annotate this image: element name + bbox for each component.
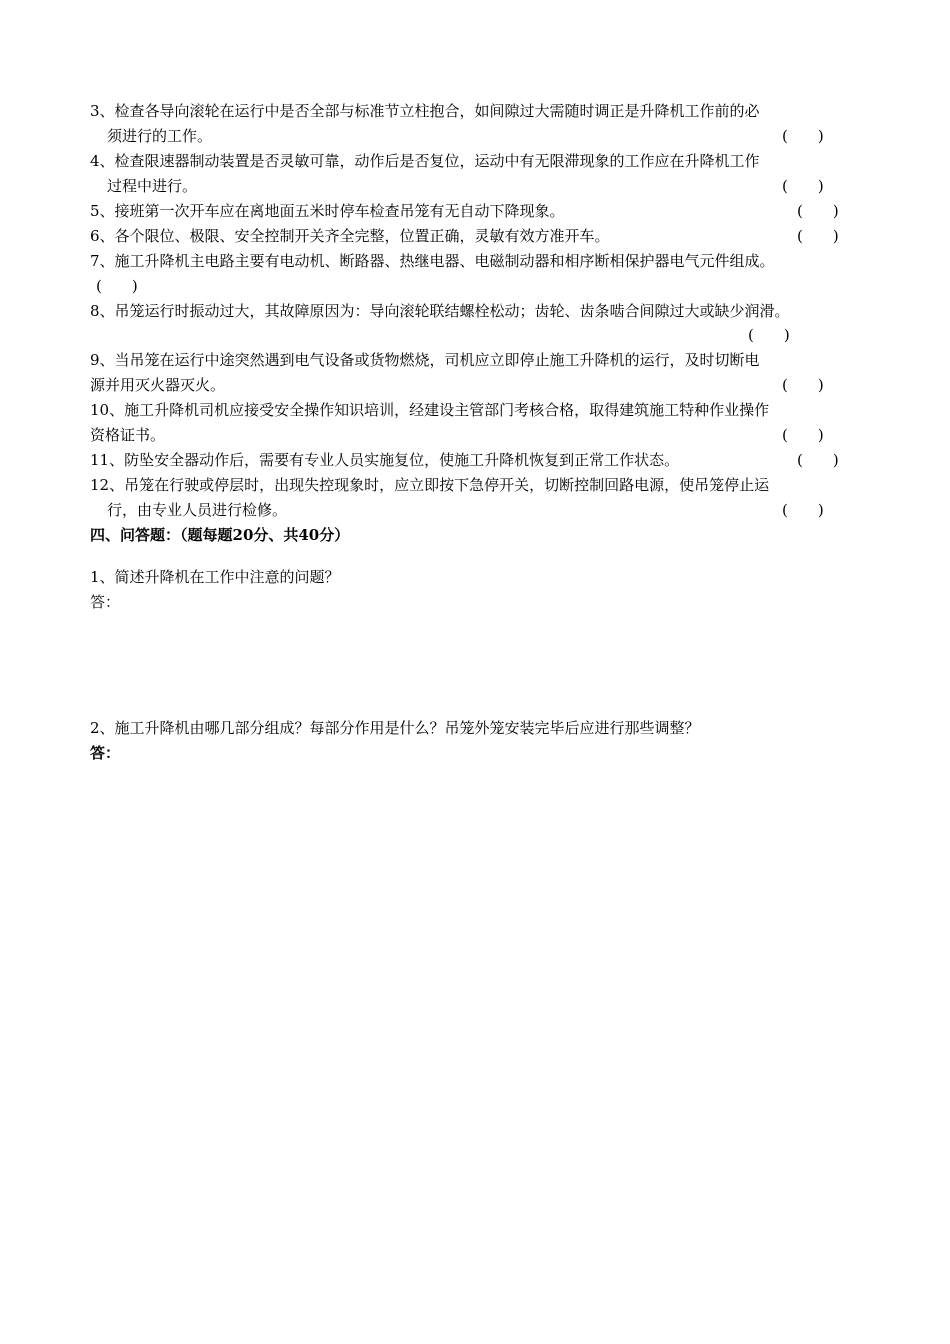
item-3-line-1: 3、检查各导向滚轮在运行中是否全部与标准节立柱抱合，如间隙过大需随时调正是升降机工作前的必 (90, 102, 760, 120)
question-1: 1、简述升降机在工作中注意的问题？ (90, 568, 340, 586)
item-4-line-2: 过程中进行。 (107, 177, 198, 195)
item-6-answer-bracket[interactable]: ( ) (797, 227, 839, 245)
item-5-answer-bracket[interactable]: ( ) (797, 202, 839, 220)
item-3-answer-bracket[interactable]: ( ) (782, 127, 824, 145)
item-10-line-2: 资格证书。 (90, 426, 166, 444)
item-10-answer-bracket[interactable]: ( ) (782, 426, 824, 444)
item-3-line-2: 须进行的工作。 (107, 127, 213, 145)
question-1-answer-label: 答： (90, 593, 121, 611)
item-11-line-1: 11、防坠安全器动作后，需要有专业人员实施复位，使施工升降机恢复到正常工作状态。 (90, 451, 680, 469)
item-11-answer-bracket[interactable]: ( ) (797, 451, 839, 469)
item-12-line-2: 行，由专业人员进行检修。 (107, 501, 288, 519)
item-7-line-1: 7、施工升降机主电路主要有电动机、断路器、热继电器、电磁制动器和相序断相保护器电气元件组成。 (90, 252, 775, 270)
item-9-line-1: 9、当吊笼在运行中途突然遇到电气设备或货物燃烧，司机应立即停止施工升降机的运行，及时切断电 (90, 351, 760, 369)
item-12-line-1: 12、吊笼在行驶或停层时，出现失控现象时，应立即按下急停开关，切断控制回路电源，使吊笼停止运 (90, 476, 770, 494)
item-6-line-1: 6、各个限位、极限、安全控制开关齐全完整，位置正确，灵敏有效方准开车。 (90, 227, 610, 245)
item-8-line-1: 8、吊笼运行时振动过大，其故障原因为：导向滚轮联结螺栓松动；齿轮、齿条啮合间隙过大或缺少润滑。 (90, 302, 790, 320)
question-2-answer-label: 答： (90, 744, 121, 762)
item-10-line-1: 10、施工升降机司机应接受安全操作知识培训，经建设主管部门考核合格，取得建筑施工特种作业操作 (90, 401, 770, 419)
section-four-title: 四、问答题：（题每题20分、共40分） (90, 526, 350, 544)
item-4-answer-bracket[interactable]: ( ) (782, 177, 824, 195)
item-12-answer-bracket[interactable]: ( ) (782, 501, 824, 519)
item-9-line-2: 源并用灭火器灭火。 (90, 376, 226, 394)
item-5-line-1: 5、接班第一次开车应在离地面五米时停车检查吊笼有无自动下降现象。 (90, 202, 565, 220)
item-7-answer-bracket[interactable]: ( ) (96, 277, 138, 295)
question-2: 2、施工升降机由哪几部分组成？每部分作用是什么？吊笼外笼安装完毕后应进行那些调整？ (90, 719, 700, 737)
item-8-answer-bracket[interactable]: ( ) (748, 326, 790, 344)
item-9-answer-bracket[interactable]: ( ) (782, 376, 824, 394)
item-4-line-1: 4、检查限速器制动装置是否灵敏可靠，动作后是否复位，运动中有无限滞现象的工作应在升降机工作 (90, 152, 760, 170)
